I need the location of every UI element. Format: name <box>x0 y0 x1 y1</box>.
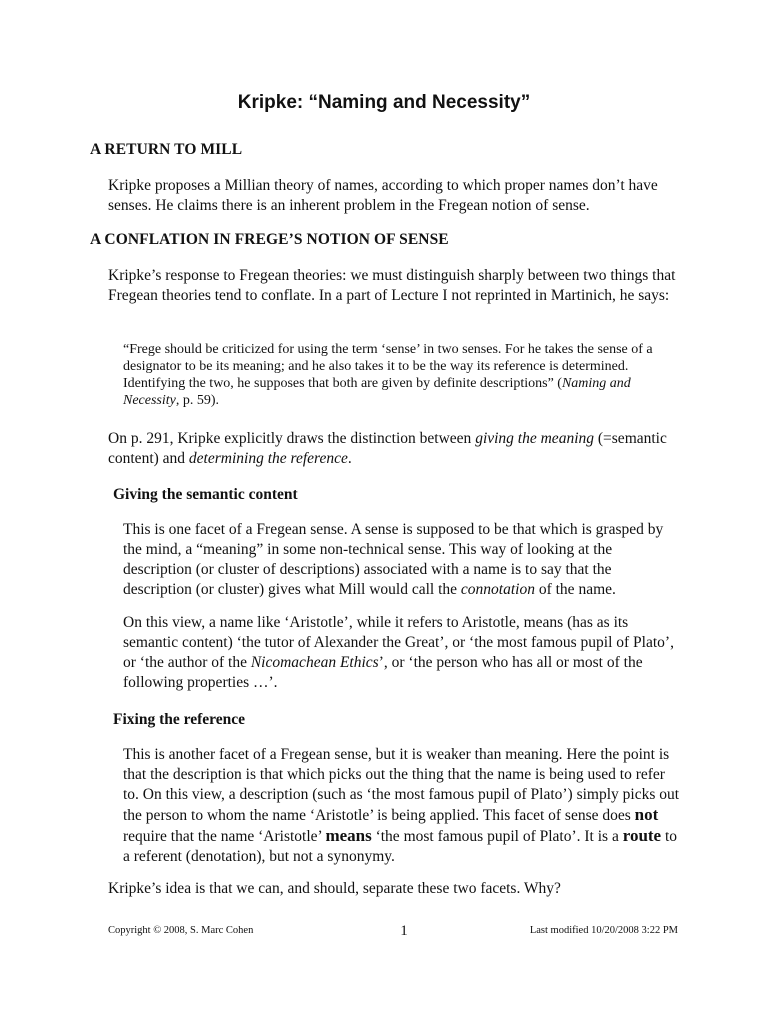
quote-book-title: Naming and Necessity <box>123 376 631 408</box>
distinction-text-2: (=semantic content) and <box>108 430 667 467</box>
quote-citation: , p. 59). <box>175 393 220 408</box>
aristotle-ethics-title: Nicomachean Ethics <box>250 654 379 671</box>
distinction-text-3: . <box>347 450 352 467</box>
para-conflation: Kripke’s response to Fregean theories: we must distinguish sharply between two things that Fregean theories tend to conflate. In a part of Lecture I not reprinted in Martinich, he says: <box>108 267 676 304</box>
fixing-text-3: ‘the most famous pupil of Plato’. It is a <box>371 828 623 845</box>
para-distinction <box>108 429 688 469</box>
fixing-means: means <box>325 826 372 845</box>
distinction-text-1: On p. 291, Kripke explicitly draws the distinction between <box>108 430 476 447</box>
block-quote <box>123 341 683 409</box>
fixing-text-1: This is another facet of a Fregean sense, but it is weaker than meaning. Here the point is that the description is that which picks out the thing that the name is being used to refer to. On this view, a description (such as ‘the most famous pupil of Plato’) simply picks out the person to whom the name ‘Aristotle’ is being applied. This facet of sense does <box>123 746 680 824</box>
footer-page-number: 1 <box>400 923 408 939</box>
aristotle-text-1: On this view, a name like ‘Aristotle’, while it refers to Aristotle, means (has as its semantic content) ‘the tutor of Alexander the Great’, or ‘the most famous pupil of Plato’, or ‘the author of the <box>123 614 674 671</box>
distinction-giving-meaning: giving the meaning <box>475 430 594 447</box>
footer-copyright: Copyright © 2008, S. Marc Cohen <box>108 925 254 936</box>
heading-conflation: A CONFLATION IN FREGE’S NOTION OF SENSE <box>90 231 449 248</box>
fixing-text-2: require that the name ‘Aristotle’ <box>123 828 326 845</box>
para-return-to-mill: Kripke proposes a Millian theory of names, according to which proper names don’t have senses. He claims there is an inherent problem in the Fregean notion of sense. <box>108 177 658 214</box>
semantic-text-2: of the name. <box>534 581 616 598</box>
heading-semantic-content: Giving the semantic content <box>113 486 298 503</box>
page-title: Kripke: “Naming and Necessity” <box>237 92 531 113</box>
quote-text: “Frege should be criticized for using the term ‘sense’ in two senses. For he takes the sense of a designator to be its meaning; and he also takes it to be the way its reference is determined. Identifying the two, he supposes that both are given by definite descriptions” ( <box>123 342 653 391</box>
fixing-not: not <box>634 805 659 824</box>
fixing-route: route <box>622 826 662 845</box>
footer-last-modified: Last modified 10/20/2008 3:22 PM <box>529 925 678 936</box>
fixing-text-4: to a referent (denotation), but not a synonymy. <box>123 828 678 865</box>
para-semantic-content-2 <box>123 613 683 693</box>
para-closing: Kripke’s idea is that we can, and should, separate these two facets. Why? <box>108 880 561 897</box>
heading-fixing-reference: Fixing the reference <box>113 711 245 728</box>
distinction-determining-reference: determining the reference <box>188 450 348 467</box>
semantic-connotation: connotation <box>460 581 535 598</box>
para-semantic-content-1 <box>123 520 683 600</box>
heading-return-to-mill: A RETURN TO MILL <box>90 141 243 158</box>
aristotle-text-2: ’, or ‘the person who has all or most of the following properties …’. <box>123 654 643 691</box>
para-fixing-reference <box>123 745 683 867</box>
semantic-text-1: This is one facet of a Fregean sense. A sense is supposed to be that which is grasped by the mind, a “meaning” in some non-technical sense. This way of looking at the description (or cluster of descriptions) associated with a name is to say that the description (or cluster) gives what Mill would call the <box>123 521 664 598</box>
